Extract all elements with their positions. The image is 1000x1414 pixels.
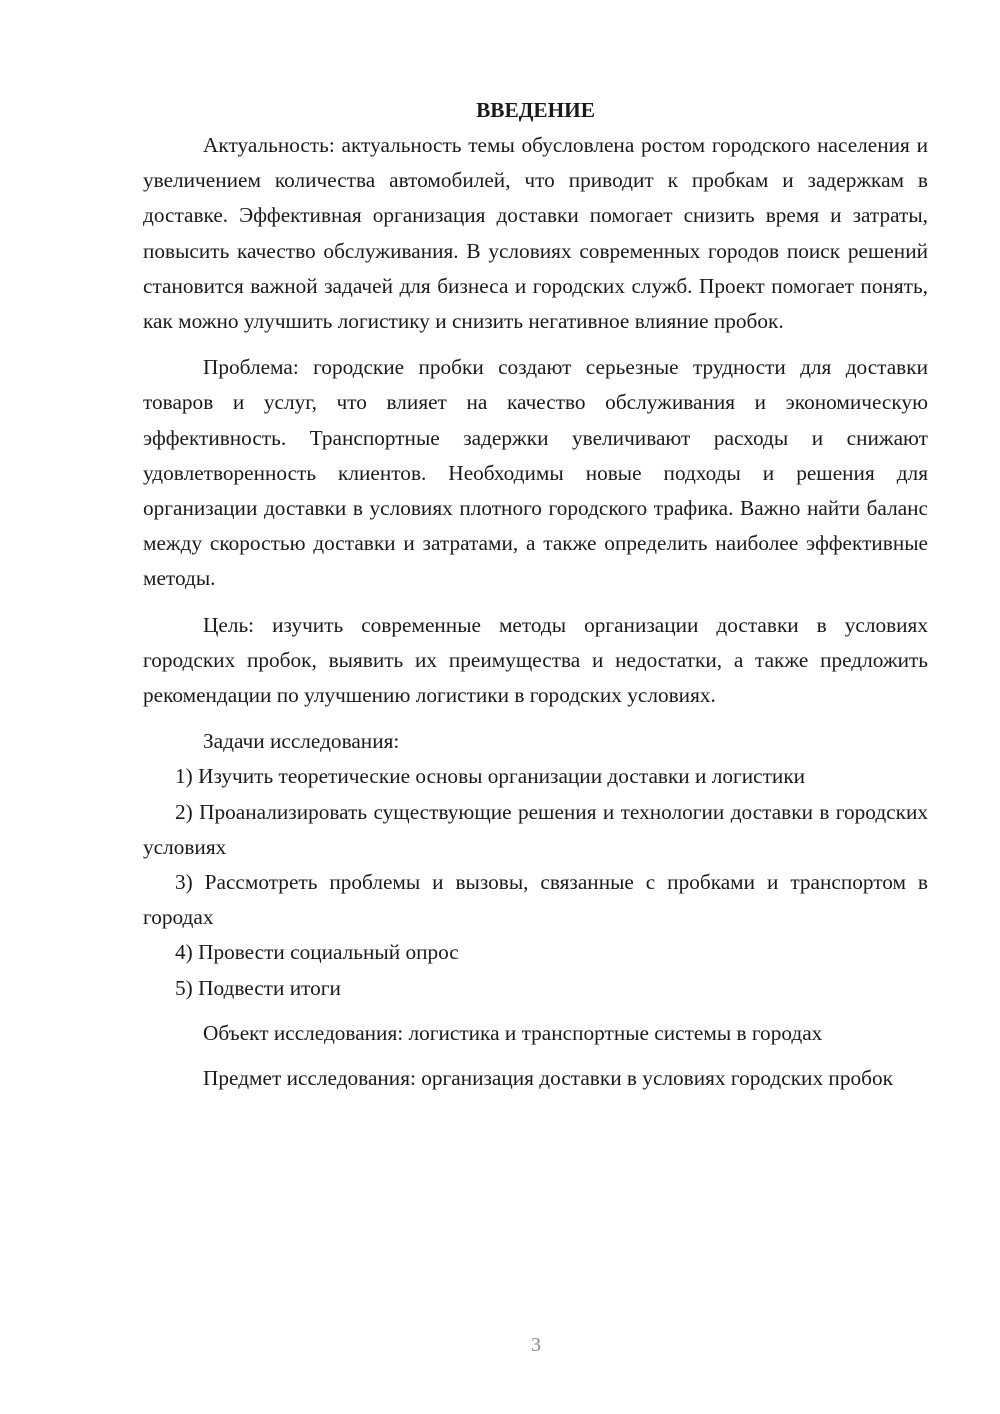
list-item: 3) Рассмотреть проблемы и вызовы, связанные с пробками и транспортом в городах bbox=[143, 870, 928, 930]
paragraph-subject: Предмет исследования: организация доставки в условиях городских пробок bbox=[203, 1066, 893, 1091]
paragraph-problem: Проблема: городские пробки создают серьезные трудности для доставки товаров и услуг, что влияет на качество обслуживания и экономическую эффективность. Транспортные задержки увеличивают расходы и снижают удовлетворенность клиентов. Необходимы новые подходы и решения для организации доставки в условиях плотного городского трафика. Важно найти баланс между скоростью доставки и затратами, а также определить наиболее эффективные методы. bbox=[143, 355, 928, 591]
paragraph-goal: Цель: изучить современные методы организации доставки в условиях городских пробок, выявить их преимущества и недостатки, а также предложить рекомендации по улучшению логистики в городских условиях. bbox=[143, 612, 928, 708]
page-number: 3 bbox=[531, 1334, 541, 1356]
list-item: 4) Провести социальный опрос bbox=[175, 940, 459, 965]
paragraph-tasks-intro: Задачи исследования: bbox=[203, 729, 400, 754]
paragraph-relevance: Актуальность: актуальность темы обусловлена ростом городского населения и увеличением количества автомобилей, что приводит к пробкам и задержкам в доставке. Эффективная организация доставки помогает снизить время и затраты, повысить качество обслуживания. В условиях современных городов поиск решений становится важной задачей для бизнеса и городских служб. Проект помогает понять, как можно улучшить логистику и снизить негативное влияние пробок. bbox=[143, 133, 928, 334]
document-body bbox=[143, 93, 928, 1096]
list-item: 1) Изучить теоретические основы организации доставки и логистики bbox=[175, 764, 806, 789]
list-item: 5) Подвести итоги bbox=[175, 975, 341, 1000]
section-heading: ВВЕДЕНИЕ bbox=[476, 98, 595, 122]
paragraph-object: Объект исследования: логистика и транспортные системы в городах bbox=[203, 1020, 823, 1045]
list-item: 2) Проанализировать существующие решения и технологии доставки в городских условиях bbox=[143, 799, 928, 859]
